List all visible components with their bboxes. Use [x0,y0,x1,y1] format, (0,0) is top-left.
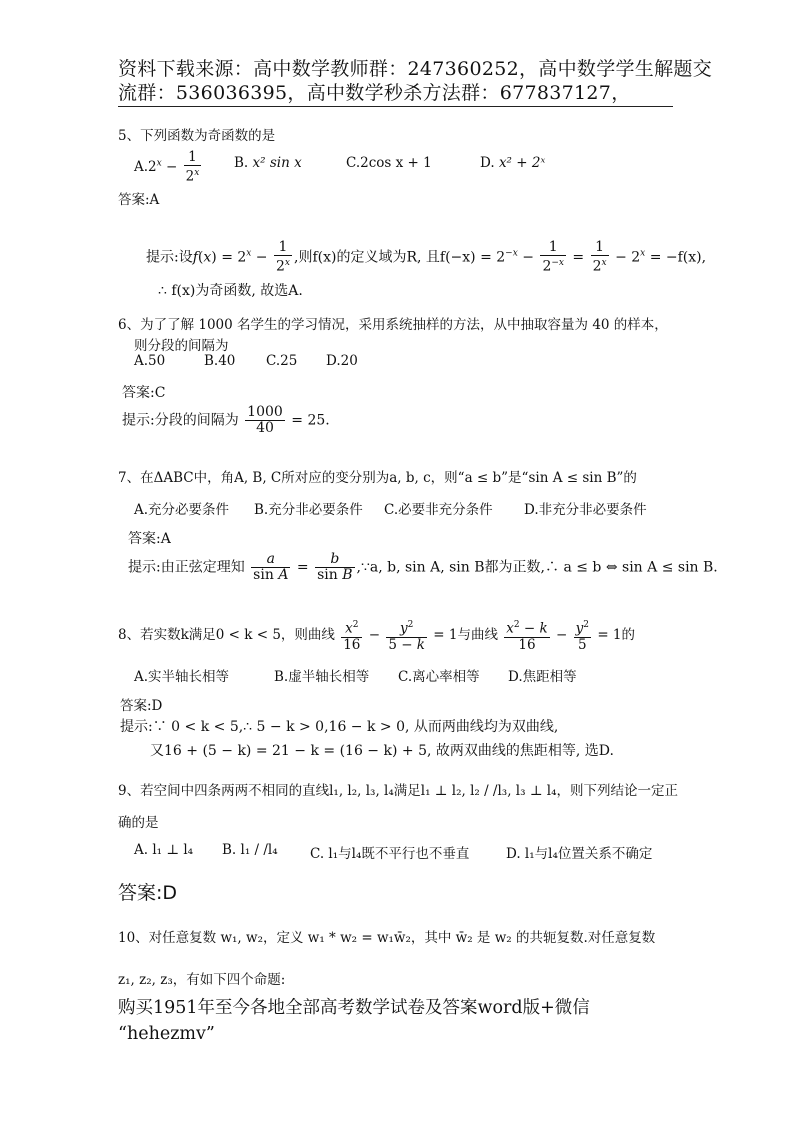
q5-hint: 提示:设$f(x) = 2^x$ − $\frac{1}{2^x}$ ,则f(x)的定义域为R, 且$f(-x) = 2^{-x}$ − $\frac{1}{2^{-x}}$ = $\frac{1}{2^x}$ − $2^x = -f(x)$, [146,239,707,275]
q5-option-c: C.2cos x + 1 [346,155,432,171]
header-line-2: 流群：536036395，高中数学秒杀方法群：677837127， [118,82,631,104]
q6-option-a: A.50 [134,353,166,369]
q8-option-a: A.实半轴长相等 [134,669,230,685]
q9-option-d: D. l₁与l₄位置关系不确定 [506,846,653,862]
q10-stem-line-1: 10、对任意复数 w₁, w₂，定义 w₁ * w₂ = w₁w̄₂，其中 w̄₂ 是 w₂ 的共轭复数.对任意复数 [118,930,656,946]
q8-hint-line-2: 又16 + (5 − k) = 21 − k = (16 − k) + 5, 故两双曲线的焦距相等, 选D. [150,743,614,759]
q7-option-c: C.必要非充分条件 [384,502,493,518]
header-line-1: 资料下载来源：高中数学教师群：247360252，高中数学学生解题交 [118,58,712,80]
q9-stem-line-2: 确的是 [118,815,159,831]
q6-stem-line-1: 6、为了了解 1000 名学生的学习情况，采用系统抽样的方法，从中抽取容量为 40 的样本， [118,317,668,333]
q7-option-b: B.充分非必要条件 [254,502,363,518]
q7-answer: 答案:A [128,531,171,547]
q6-option-d: D.20 [326,353,358,369]
q9-option-b: B. l₁ / /l₄ [222,842,278,858]
q6-stem-line-2: 则分段的间隔为 [134,338,229,354]
q10-stem-line-2: z₁, z₂, z₃，有如下四个命题: [118,972,286,988]
footer-promo-line-1: 购买1951年至今各地全部高考数学试卷及答案word版+微信 [118,998,590,1018]
q5-hint-conclusion: ∴ f(x)为奇函数, 故选A. [158,283,303,299]
q7-hint: 提示:由正弦定理知 $\frac{a}{\text{sin A}}$ = $\frac{b}{\text{sin B}}$ ,∵a, b, sin A, sin B都为正数,∴ a ≤ b ⇔ sin A ≤ sin B. [128,551,718,583]
q8-option-d: D.焦距相等 [508,669,577,685]
q7-option-d: D.非充分非必要条件 [524,502,647,518]
q8-option-c: C.离心率相等 [398,669,480,685]
q5-option-a: $A.2^x$ − $\frac{1}{2^x}$ [134,149,200,185]
q8-option-b: B.虚半轴长相等 [274,669,370,685]
header-divider [118,106,673,107]
q5-stem: 5、下列函数为奇函数的是 [118,128,276,144]
q8-hint-line-1: 提示:∵ 0 < k < 5,∴ 5 − k > 0,16 − k > 0, 从而两曲线均为双曲线, [120,719,559,735]
q7-stem: 7、在ΔABC中，角A, B, C所对应的变分别为a, b, c，则“a ≤ b”是“sin A ≤ sin B”的 [118,470,637,486]
q8-answer: 答案:D [120,698,163,714]
q6-option-c: C.25 [266,353,298,369]
q5-option-b: B. x² sin x [234,155,302,171]
q5-answer: 答案:A [118,192,160,208]
q6-hint: 提示:分段的间隔为 $\frac{1000}{40}$ = 25. [122,404,330,436]
q5-option-d: D. x² + 2ˣ [480,155,546,171]
q9-answer: 答案:D [118,882,178,904]
q9-option-a: A. l₁ ⊥ l₄ [134,842,194,858]
q6-option-b: B.40 [204,353,236,369]
q9-stem-line-1: 9、若空间中四条两两不相同的直线l₁, l₂, l₃, l₄满足l₁ ⊥ l₂, l₂ / /l₃, l₃ ⊥ l₄，则下列结论一定正 [118,783,679,799]
q7-option-a: A.充分必要条件 [134,502,230,518]
q8-stem: 8、若实数k满足0 < k < 5，则曲线 $\frac{x^2}{16}$ − $\frac{y^2}{5 - k}$ = 1与曲线 $\frac{x^2 - k}{16}$ − $\frac{y^2}{5}$ = 1的 [118,620,636,653]
footer-promo-line-2: “hehezmv” [118,1024,215,1044]
q9-option-c: C. l₁与l₄既不平行也不垂直 [310,846,470,862]
q6-answer: 答案:C [122,385,166,401]
